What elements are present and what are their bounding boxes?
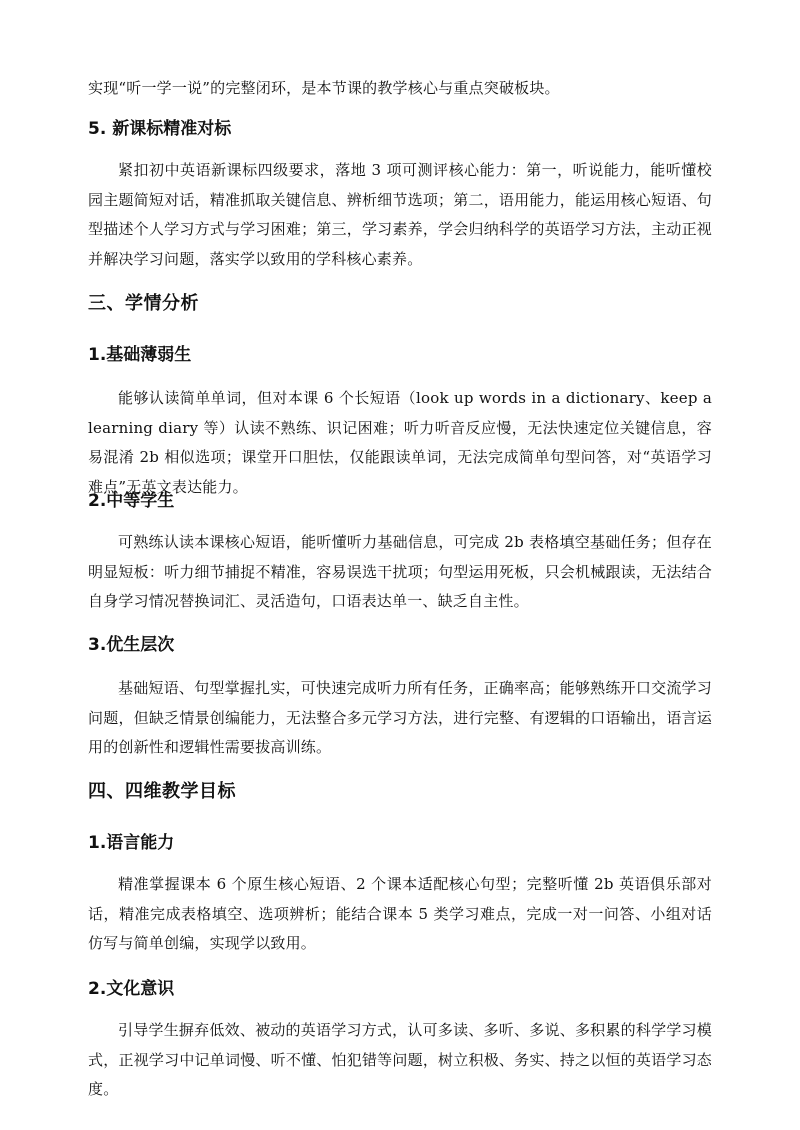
section-heading-curriculum: 5. 新课标精准对标: [88, 119, 232, 139]
paragraph-weak-students: 能够认读简单单词，但对本课 6 个长短语（look up words in a dictionary、keep a learning diary 等）认读不熟练、识记困难；听力听音反应慢，无法快速定位关键信息，容易混淆 2b 相似选项；课堂开口胆怯，仅能跟读单词，无法完成简单句型问答，对“英语学习难点”无英文表达能力。: [88, 389, 712, 496]
section-heading-language-ability: 1.语言能力: [88, 833, 175, 853]
paragraph-language-ability: 精准掌握课本 6 个原生核心短语、2 个课本适配核心句型；完整听懂 2b 英语俱乐部对话，精准完成表格填空、选项辨析；能结合课本 5 类学习难点，完成一对一问答、小组对话仿写与简单创编，实现学以致用。: [88, 875, 712, 952]
paragraph-middle-students: 可熟练认读本课核心短语，能听懂听力基础信息，可完成 2b 表格填空基础任务；但存在明显短板：听力细节捕捉不精准，容易误选干扰项；句型运用死板，只会机械跟读，无法结合自身学习情况替换词汇、灵活造句，口语表达单一、缺乏自主性。: [88, 533, 712, 610]
paragraph-top-students: 基础短语、句型掌握扎实，可快速完成听力所有任务，正确率高；能够熟练开口交流学习问题，但缺乏情景创编能力，无法整合多元学习方法，进行完整、有逻辑的口语输出，语言运用的创新性和逻辑性需要拔高训练。: [88, 679, 712, 756]
paragraph-intro-tail: 实现“听一学一说”的完整闭环，是本节课的教学核心与重点突破板块。: [88, 79, 560, 97]
section-heading-cultural-awareness: 2.文化意识: [88, 979, 175, 999]
chapter-heading-objectives: 四、四维教学目标: [88, 781, 236, 802]
section-heading-top-students: 3.优生层次: [88, 635, 175, 655]
paragraph-curriculum: 紧扣初中英语新课标四级要求，落地 3 项可测评核心能力：第一，听说能力，能听懂校园主题简短对话，精准抓取关键信息、辨析细节选项；第二，语用能力，能运用核心短语、句型描述个人学习方式与学习困难；第三，学习素养，学会归纳科学的英语学习方法，主动正视并解决学习问题，落实学以致用的学科核心素养。: [88, 161, 712, 268]
section-heading-weak-students: 1.基础薄弱生: [88, 345, 192, 365]
section-heading-middle-students: 2.中等学生: [88, 491, 175, 511]
paragraph-cultural-awareness: 引导学生摒弃低效、被动的英语学习方式，认可多读、多听、多说、多积累的科学学习模式，正视学习中记单词慢、听不懂、怕犯错等问题，树立积极、务实、持之以恒的英语学习态度。: [88, 1021, 712, 1098]
chapter-heading-learner-analysis: 三、学情分析: [88, 293, 199, 314]
